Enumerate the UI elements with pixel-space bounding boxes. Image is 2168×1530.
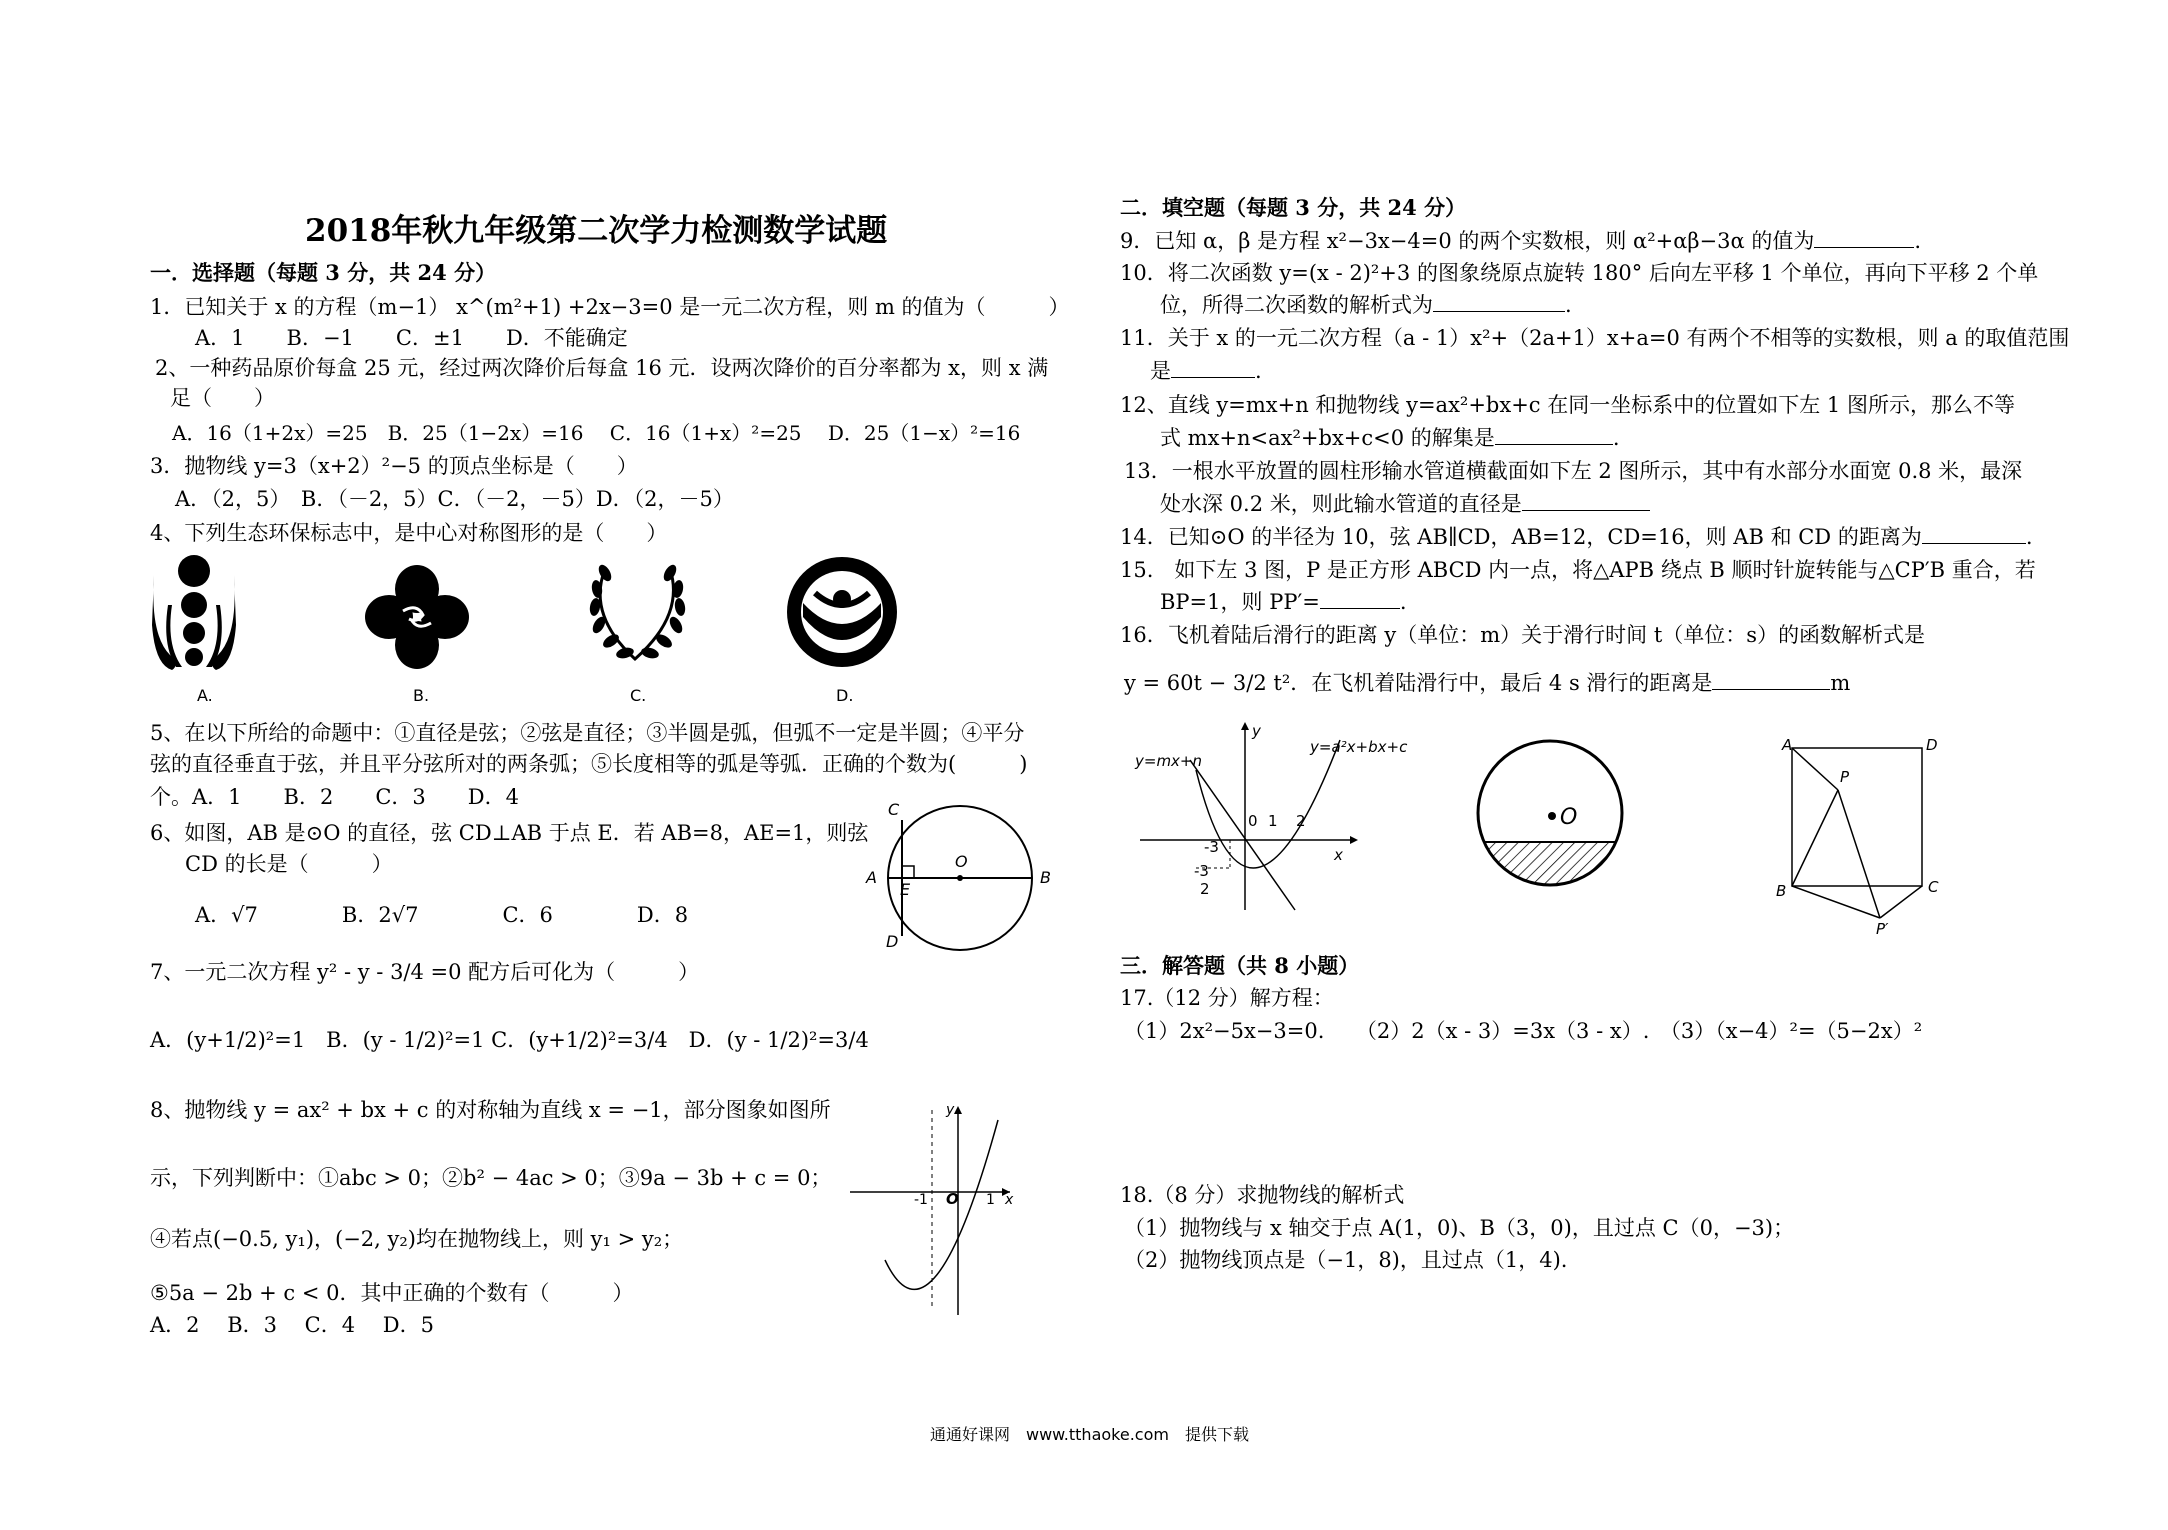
q6-label-b: B	[1040, 868, 1051, 887]
logo-c-icon	[585, 555, 690, 670]
question-9-text: 9．已知 α，β 是方程 x²−3x−4=0 的两个实数根，则 α²+αβ−3α 的值为	[1120, 229, 1815, 253]
page-title: 2018年秋九年级第二次学力检测数学试题	[305, 213, 888, 249]
question-1-options: A．1 B．−1 C．±1 D．不能确定	[195, 326, 628, 350]
question-7: 7、一元二次方程 y² - y - 3/4 =0 配方后可化为（ ）	[150, 960, 700, 984]
logo-b-icon	[365, 565, 470, 670]
question-17-items: （1）2x²−5x−3=0. （2）2（x - 3）=3x（3 - x）. （3）（x−4）²=（5−2x）²	[1124, 1019, 1923, 1043]
question-1: 1．已知关于 x 的方程（m−1） x^(m²+1) +2x−3=0 是一元二次方程，则 m 的值为（ ）	[150, 295, 1070, 319]
section-solve-heading: 三．解答题（共 8 小题）	[1120, 953, 1360, 978]
fig3-label-b: B	[1776, 882, 1787, 900]
q8-label-x: x	[1005, 1192, 1014, 1208]
footer-source: 通通好课网 www.tthaoke.com 提供下载	[930, 1425, 1249, 1444]
question-4: 4、下列生态环保标志中，是中心对称图形的是（ ）	[150, 521, 668, 545]
question-6-options: A．√7 B．2√7 C．6 D．8	[195, 903, 689, 927]
question-3-options: A．（2，5） B．（－2，5）C．（－2，－5）D．（2，－5）	[175, 487, 734, 511]
section-choice-heading: 一．选择题（每题 3 分，共 24 分）	[150, 260, 497, 285]
fig1-label-minus3: -3	[1204, 838, 1219, 856]
question-15-text: BP=1，则 PP′=	[1160, 590, 1320, 614]
q15-answer-blank[interactable]	[1320, 588, 1400, 609]
question-13-line2	[1160, 489, 1650, 519]
question-13-line1: 13．一根水平放置的圆柱形输水管道横截面如下左 2 图所示，其中有水部分水面宽 0.8 米，最深	[1124, 459, 2023, 483]
question-7-options: A．(y+1/2)²=1 B．(y - 1/2)²=1 C．(y+1/2)²=3/4 D．(y - 1/2)²=3/4	[150, 1028, 869, 1052]
q11-answer-blank[interactable]	[1171, 357, 1255, 378]
q6-label-c: C	[888, 800, 900, 819]
fig1-label-x: x	[1334, 846, 1343, 864]
fig1-parabola-label: y=a²x+bx+c	[1310, 738, 1408, 756]
fig1-label-2: 2	[1296, 812, 1306, 830]
question-14-text: 14．已知⊙O 的半径为 10，弦 AB∥CD，AB=12，CD=16，则 AB 和 CD 的距离为	[1120, 525, 1922, 549]
fig3-square-figure	[1780, 740, 1940, 920]
question-16-line1: 16．飞机着陆后滑行的距离 y（单位：m）关于滑行时间 t（单位：s）的函数解析式是	[1120, 623, 1926, 647]
question-6-line2: CD 的长是（ ）	[185, 852, 393, 876]
q6-label-d: D	[886, 932, 899, 951]
question-15-line2: BP=1，则 PP′= .	[1160, 590, 1407, 614]
fig3-label-p-prime: P′	[1876, 920, 1889, 938]
question-16-text: y = 60t − 3/2 t²．在飞机着陆滑行中，最后 4 s 滑行的距离是	[1124, 671, 1713, 695]
fig3-label-c: C	[1928, 878, 1939, 896]
question-11-line2: 是 .	[1150, 359, 1262, 383]
fig1-label-2-frac: 2	[1200, 880, 1210, 898]
question-18: 18.（8 分）求抛物线的解析式	[1120, 1183, 1405, 1207]
question-2-options: A．16（1+2x）=25 B．25（1−2x）=16 C．16（1+x）²=25 D．25（1−x）²=16	[172, 421, 1021, 445]
question-2-line2: 足（ ）	[170, 386, 275, 410]
fig1-label-minus3-frac: -3	[1194, 862, 1209, 880]
question-16-line2	[1124, 668, 1850, 698]
question-10-text: 位，所得二次函数的解析式为	[1160, 293, 1433, 317]
question-12-text: 式 mx+n<ax²+bx+c<0 的解集是	[1160, 426, 1495, 450]
logo-a-label: A.	[197, 686, 213, 705]
question-2-line1: 2、一种药品原价每盒 25 元，经过两次降价后每盒 16 元．设两次降价的百分率都为 x，则 x 满	[155, 356, 1049, 380]
q8-label-minus1: -1	[914, 1192, 928, 1208]
section-fill-heading: 二．填空题（每题 3 分，共 24 分）	[1120, 195, 1467, 220]
fig1-label-origin: 0	[1248, 812, 1258, 830]
fig1-label-y: y	[1252, 722, 1261, 740]
question-8-line1: 8、抛物线 y = ax² + bx + c 的对称轴为直线 x = −1，部分图象如图所	[150, 1098, 831, 1122]
question-15-line1: 15. 如下左 3 图，P 是正方形 ABCD 内一点，将△APB 绕点 B 顺时针旋转能与△CP′B 重合，若	[1120, 558, 2036, 582]
q13-answer-blank[interactable]	[1522, 490, 1650, 511]
question-18-part2: （2）抛物线顶点是（−1，8)，且过点（1，4).	[1124, 1248, 1568, 1272]
question-3: 3．抛物线 y=3（x+2）²−5 的顶点坐标是（ ）	[150, 454, 638, 478]
fig3-label-a: A	[1782, 736, 1793, 754]
question-16-unit: m	[1830, 671, 1851, 695]
logo-b-label: B.	[413, 686, 430, 705]
question-8-line4: ⑤5a − 2b + c < 0．其中正确的个数有（ ）	[150, 1281, 634, 1305]
q8-parabola-figure	[850, 1100, 1020, 1320]
q8-label-origin: O	[946, 1190, 959, 1208]
question-5-line3: 个。A．1 B．2 C．3 D．4	[150, 785, 519, 809]
fig2-label-o: O	[1560, 805, 1578, 830]
q6-label-e: E	[900, 880, 911, 899]
q6-label-o: O	[955, 852, 968, 871]
question-8-options: A．2 B．3 C．4 D．5	[150, 1313, 434, 1337]
logo-d-icon	[785, 555, 900, 670]
question-9: 9．已知 α，β 是方程 x²−3x−4=0 的两个实数根，则 α²+αβ−3α 的值为 .	[1120, 229, 1922, 253]
question-12-line2: 式 mx+n<ax²+bx+c<0 的解集是 .	[1160, 426, 1620, 450]
q14-answer-blank[interactable]	[1922, 523, 2026, 544]
logo-d-label: D.	[836, 686, 854, 705]
q8-label-y: y	[946, 1102, 955, 1118]
question-8-line2: 示，下列判断中：①abc > 0；②b² − 4ac > 0；③9a − 3b + c = 0；	[150, 1166, 832, 1190]
question-5-line2: 弦的直径垂直于弦，并且平分弦所对的两条弧；⑤长度相等的弧是等弧．正确的个数为( )	[150, 752, 1028, 776]
q6-label-a: A	[866, 868, 877, 887]
q10-answer-blank[interactable]	[1433, 291, 1565, 312]
logo-c-label: C.	[630, 686, 647, 705]
fig2-pipe-figure	[1475, 738, 1625, 888]
question-14: 14．已知⊙O 的半径为 10，弦 AB∥CD，AB=12，CD=16，则 AB 和 CD 的距离为 .	[1120, 525, 2033, 549]
fig3-label-d: D	[1926, 736, 1938, 754]
question-12-line1: 12、直线 y=mx+n 和抛物线 y=ax²+bx+c 在同一坐标系中的位置如下左 1 图所示，那么不等	[1120, 393, 2015, 417]
question-13-text: 处水深 0.2 米，则此输水管道的直径是	[1160, 492, 1522, 516]
question-6-line1: 6、如图，AB 是⊙O 的直径，弦 CD⊥AB 于点 E．若 AB=8，AE=1，则弦	[150, 821, 869, 845]
fig1-line-label: y=mx+n	[1135, 752, 1203, 770]
question-18-part1: （1）抛物线与 x 轴交于点 A(1，0)、B（3，0)，且过点 C（0，−3)；	[1124, 1216, 1795, 1240]
question-17: 17.（12 分）解方程：	[1120, 986, 1334, 1010]
question-10-line2: 位，所得二次函数的解析式为 .	[1160, 293, 1572, 317]
logo-a-icon	[150, 555, 240, 680]
question-11-line1: 11．关于 x 的一元二次方程（a - 1）x²+（2a+1）x+a=0 有两个不相等的实数根，则 a 的取值范围	[1120, 326, 2070, 350]
question-10-line1: 10．将二次函数 y=(x - 2)²+3 的图象绕原点旋转 180° 后向左平移 1 个单位，再向下平移 2 个单	[1120, 261, 2039, 285]
q8-label-1: 1	[986, 1192, 995, 1208]
fig3-label-p: P	[1840, 768, 1850, 786]
question-5-line1: 5、在以下所给的命题中：①直径是弦；②弦是直径；③半圆是弧，但弧不一定是半圆；④平分	[150, 721, 1025, 745]
question-8-line3: ④若点(−0.5, y₁)，(−2, y₂)均在抛物线上，则 y₁ > y₂；	[150, 1227, 684, 1251]
fig1-label-1: 1	[1268, 812, 1278, 830]
question-11-text: 是	[1150, 359, 1171, 383]
q16-answer-blank[interactable]	[1712, 669, 1830, 690]
q12-answer-blank[interactable]	[1495, 424, 1613, 445]
q9-answer-blank[interactable]	[1814, 227, 1914, 248]
